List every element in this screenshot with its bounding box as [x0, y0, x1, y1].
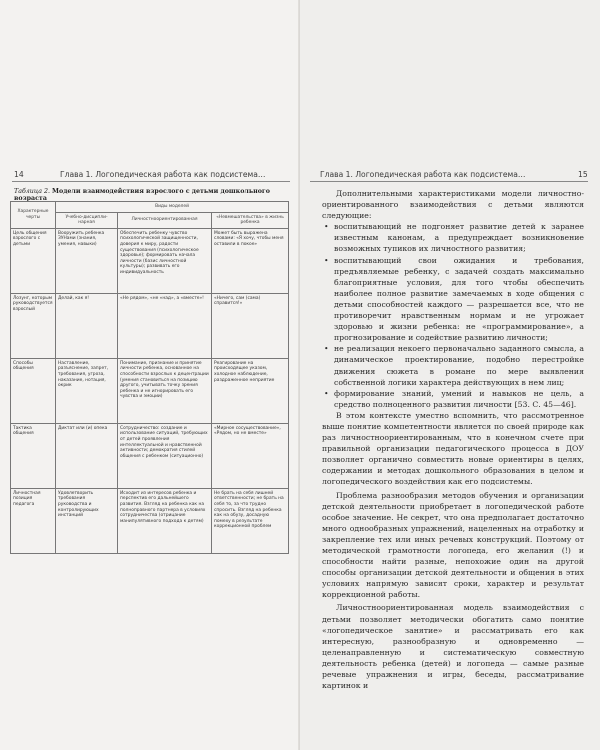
table-caption [14, 188, 286, 202]
table-cell: Обеспечить ребенку чувство психологической защищенности, доверия к миру, радости существования (психологическое здоровье); формировать начала личности (базис личностной культуры); развивать его индивидуальность [118, 228, 212, 293]
list-item [322, 388, 584, 410]
list-item-text: воспитывающий свои ожидания и требования, предъявляемые ребенку, с задачей создать максимально благоприятные условия, для того чтобы обеспечить наиболее полное развитие замечаемых в ходе общения с детьми способностей каждого — разрешается все, что не противоречит нравственным нормам и не угрожает здоровью и жизни ребенка: не «программирование», а прогнозирование и содействие развитию личности; [334, 255, 584, 343]
list-item [322, 255, 584, 344]
table-cell: Не брать на себя лишней ответственности; не брать на себя то, за что трудно спросить. Взгляд на ребенка как на обузу, досадную помеху в результате коррекционной проблем [212, 488, 289, 553]
table-row [11, 228, 289, 293]
table-group-header: Виды моделей [56, 202, 289, 213]
table-cell: Сотрудничество: создание и использование ситуаций, требующих от детей проявления интеллектуальной и нравственной активности; демократия стилей общения с ребенком (ситуационно) [118, 423, 212, 488]
body-paragraph: Проблема разнообразия методов обучения и организации детской деятельности приобретает в логопедической работе особое значение. Не секрет, что она предполагает достаточно много однообразных упражнений, нацеленных на отработку и закрепление тех или иных речевых конструкций. Поэтому от методической грамотности логопеда, его желания (!) и способности найти разные, непохожие один на другой способы организации детской деятельности и общения в этих условиях напрямую зависят сроки, характер и результат коррекционной работы. [322, 490, 584, 600]
model-header-noninterference: «Невмешательства» в жизнь ребенка [212, 212, 289, 228]
model-header-personal: Личностноориентированная [118, 212, 212, 228]
models-table [10, 201, 289, 554]
table-cell: Реагирование на происходящее указом, холодное наблюдение, раздраженное неприятие [212, 358, 289, 423]
table-row [11, 358, 289, 423]
table-caption-title: Модели взаимодействия взрослого с детьми дошкольного возраста [14, 188, 270, 202]
row-trait: Личностная позиция педагога [11, 488, 56, 553]
model-header-disciplinary: Учебно-дисципли-нарная [56, 212, 118, 228]
characteristics-list [322, 221, 584, 410]
table-cell: Вооружить ребенка ЗУНами (знания, умения, навыки) [56, 228, 118, 293]
right-body-text [322, 188, 584, 691]
intro-paragraph: Дополнительными характеристиками модели личностно-ориентированного взаимодействия с детьми являются следующие: [322, 189, 584, 221]
left-header-rule [12, 181, 290, 182]
left-running-head: Глава 1. Логопедическая работа как подсистема… [60, 170, 266, 179]
list-item-text: формирование знаний, умений и навыков не цель, а средство полноценного развития личности [53. С. 45—46]. [334, 388, 584, 409]
list-item-text: не реализация некоего первоначально заданного смысла, а динамическое проектирование, подобно перестройке движения сюжета в романе по мере выявления собственной логики характера действующих в нем лиц; [334, 344, 584, 387]
table-cell: «Ничего, сам (сама) справится!» [212, 293, 289, 358]
list-item-text: воспитывающий не подгоняет развитие детей к заранее известным канонам, а предупреждает возникновение возможных тупиков их личностного развития; [334, 222, 584, 254]
bullet-icon: • [324, 344, 329, 354]
list-item [322, 221, 584, 254]
table-cell: Диктат или (и) опека [56, 423, 118, 488]
list-item [322, 343, 584, 387]
table-cell: Исходит из интересов ребенка и перспектив его дальнейшего развития. Взгляд на ребенка как на полноправного партнера в условиях сотрудничества (отрицание манипулятивного подхода к детям) [118, 488, 212, 553]
right-page-number: 15 [578, 170, 588, 179]
body-paragraph: Личностноориентированная модель взаимодействия с детьми позволяет методически обогатить само понятие «логопедическое занятие» и рассматривать его как интересную, разнообразную и одновременно — целенаправленную и систематическую совместную деятельность ребенка (детей) и логопеда — самые разные речевые упражнения и игры, беседы, рассматривание картинок и [322, 603, 584, 691]
right-header-rule [310, 181, 588, 182]
row-trait: Цель общения взрослого с детьми [11, 228, 56, 293]
table-caption-number: Таблица 2. [14, 188, 51, 195]
table-cell: Понимание, признание и принятие личности ребенка, основанное на способности взрослых к децентрации (умения становиться на позицию другого, учитывать точку зрения ребенка и не игнорировать его чувства и эмоции) [118, 358, 212, 423]
table-cell: Удовлетворить требования руководства и контролирующих инстанций [56, 488, 118, 553]
table-row [11, 423, 289, 488]
table-cell: Наставление, разъяснение, запрет, требования, угроза, наказание, нотация, окрик [56, 358, 118, 423]
body-paragraph: В этом контексте уместно вспомнить, что рассмотренное выше понятие компетентности является по своей природе как раз личностноориентированным, что в конечном счете при правильной организации педагогического процесса в ДОУ позволяет органично совместить новые ориентиры в целях, содержании и методах дошкольного образования в целом и логопедического воздействия как его подсистемы. [322, 410, 584, 487]
right-running-head: Глава 1. Логопедическая работа как подсистема… [320, 170, 526, 179]
bullet-icon: • [324, 222, 329, 232]
bullet-icon: • [324, 255, 329, 265]
table-row [11, 293, 289, 358]
row-trait: Способы общения [11, 358, 56, 423]
left-page-number: 14 [14, 170, 24, 179]
table-cell: «Не рядом», «не «над», а «вместе»! [118, 293, 212, 358]
table-cell: Делай, как я! [56, 293, 118, 358]
table-header-row [11, 202, 289, 213]
bullet-icon: • [324, 388, 329, 398]
row-trait: Тактика общения [11, 423, 56, 488]
table-row [11, 488, 289, 553]
table-corner-header: Характерные черты [11, 202, 56, 229]
row-trait: Лозунг, которым руководствуется взрослый [11, 293, 56, 358]
table-cell: Может быть выражена словами: «Я хочу, чтобы меня оставили в покое» [212, 228, 289, 293]
table-cell: «Мирное сосуществование», «Рядом, но не вместе» [212, 423, 289, 488]
